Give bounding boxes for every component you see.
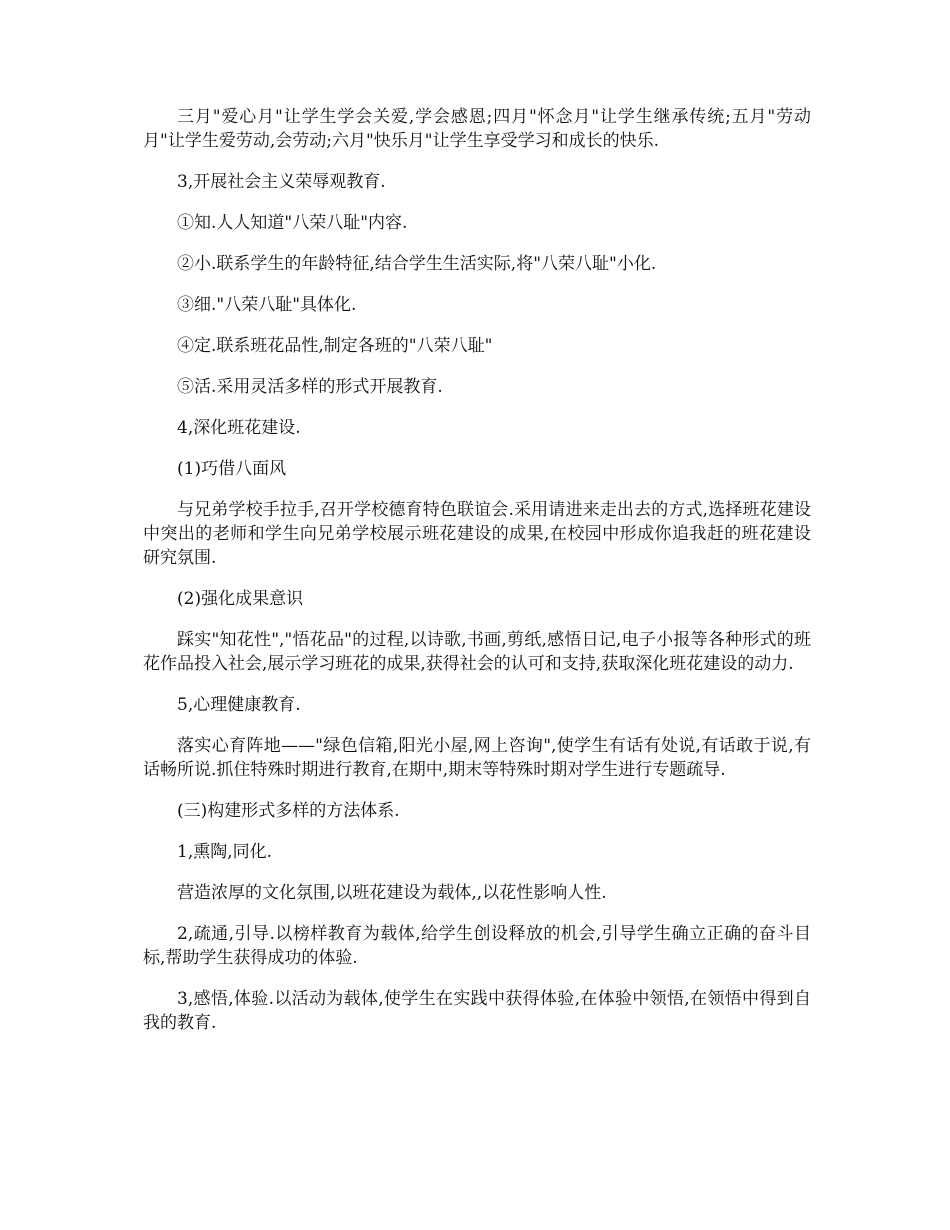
paragraph-sister-schools: 与兄弟学校手拉手,召开学校德育特色联谊会.采用请进来走出去的方式,选择班花建设中突出的老师和学生向兄弟学校展示班花建设的成果,在校园中形成你追我赶的班花建设研究氛围.: [143, 500, 811, 568]
paragraph-subheading-1: (1)巧借八面风: [177, 459, 287, 479]
paragraph-item-know: ①知.人人知道"八荣八耻"内容.: [177, 213, 408, 233]
document-page: [143, 105, 811, 1052]
paragraph-method-1-heading: 1,熏陶,同化.: [177, 842, 273, 862]
paragraph-item-small: ②小.联系学生的年龄特征,结合学生生活实际,将"八荣八耻"小化.: [177, 254, 657, 274]
paragraph-heading-honor-shame: 3,开展社会主义荣辱观教育.: [177, 172, 386, 192]
paragraph-item-fixed: ④定.联系班花品性,制定各班的"八荣八耻": [177, 336, 493, 356]
paragraph-heading-mental-health: 5,心理健康教育.: [177, 695, 301, 715]
paragraph-counseling: 落实心育阵地——"绿色信箱,阳光小屋,网上咨询",使学生有话有处说,有话敢于说,有话畅所说.抓住特殊时期进行教育,在期中,期末等特殊时期对学生进行专题疏导.: [143, 736, 811, 780]
paragraph-heading-class-flower: 4,深化班花建设.: [177, 418, 301, 438]
paragraph-item-detail: ③细."八荣八耻"具体化.: [177, 295, 357, 315]
paragraph-method-1-body: 营造浓厚的文化氛围,以班花建设为载体,,以花性影响人性.: [177, 883, 607, 903]
paragraph-results: 踩实"知花性","悟花品"的过程,以诗歌,书画,剪纸,感悟日记,电子小报等各种形式的班花作品投入社会,展示学习班花的成果,获得社会的认可和支持,获取深化班花建设的动力.: [143, 630, 811, 674]
paragraph-method-2: 2,疏通,引导.以榜样教育为载体,给学生创设释放的机会,引导学生确立正确的奋斗目标,帮助学生获得成功的体验.: [143, 924, 811, 968]
paragraph-subheading-2: (2)强化成果意识: [177, 589, 304, 609]
paragraph-monthly-themes: 三月"爱心月"让学生学会关爱,学会感恩;四月"怀念月"让学生继承传统;五月"劳动月"让学生爱劳动,会劳动;六月"快乐月"让学生享受学习和成长的快乐.: [143, 107, 811, 151]
paragraph-method-3: 3,感悟,体验.以活动为载体,使学生在实践中获得体验,在体验中领悟,在领悟中得到自我的教育.: [143, 989, 811, 1033]
paragraph-item-flexible: ⑤活.采用灵活多样的形式开展教育.: [177, 377, 443, 397]
paragraph-heading-methods: (三)构建形式多样的方法体系.: [177, 801, 400, 821]
